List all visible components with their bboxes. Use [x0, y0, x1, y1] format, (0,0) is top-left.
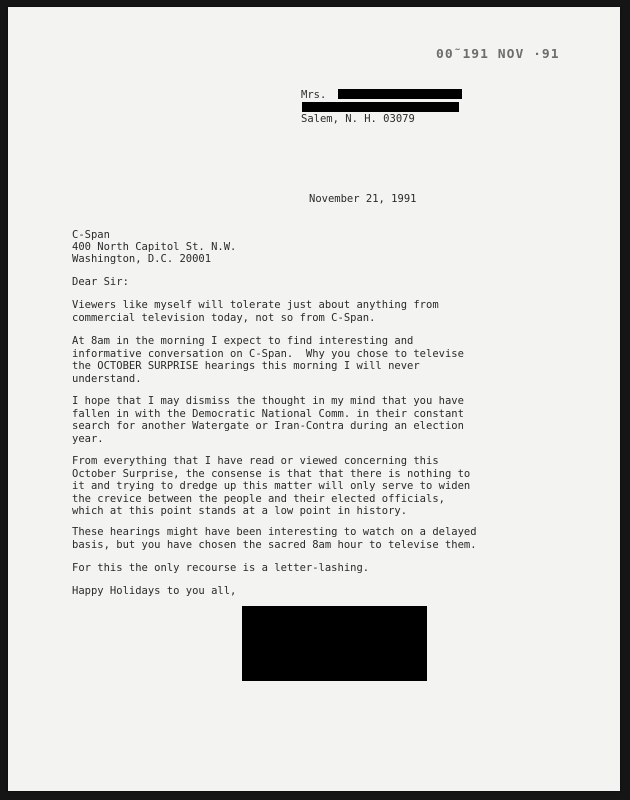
body-paragraph-4: From everything that I have read or viewed concerning this October Surprise, the consense is that that there is nothing to it and trying to dredge up this matter will only serve to widen the crevice between the people and their elected officials, which at this point stands at a low point in history.: [72, 455, 471, 517]
sender-city-line: Salem, N. H. 03079: [301, 113, 415, 125]
recipient-name: C-Span: [72, 229, 110, 241]
body-paragraph-1: Viewers like myself will tolerate just about anything from commercial television today, not so from C-Span.: [72, 299, 439, 324]
redacted-signature: [242, 606, 427, 681]
body-paragraph-2: At 8am in the morning I expect to find interesting and informative conversation on C-Span. Why you chose to televise the OCTOBER SURPRISE hearings this morning I will never understand.: [72, 335, 464, 385]
sender-prefix: Mrs.: [301, 89, 327, 101]
redacted-sender-name: [338, 89, 462, 99]
salutation: Dear Sir:: [72, 276, 129, 288]
body-paragraph-3: I hope that I may dismiss the thought in my mind that you have fallen in with the Democratic National Comm. in their constant search for another Watergate or Iran-Contra during an election year.: [72, 395, 464, 445]
body-paragraph-5: These hearings might have been interesting to watch on a delayed basis, but you have chosen the sacred 8am hour to televise them.: [72, 526, 477, 551]
received-date-stamp: 00˜191 NOV ·91: [436, 47, 560, 62]
closing: Happy Holidays to you all,: [72, 585, 237, 597]
recipient-city: Washington, D.C. 20001: [72, 253, 212, 265]
recipient-street: 400 North Capitol St. N.W.: [72, 241, 237, 253]
redacted-sender-street: [302, 102, 459, 112]
letter-date: November 21, 1991: [309, 193, 417, 205]
body-paragraph-6: For this the only recourse is a letter-lashing.: [72, 562, 370, 574]
